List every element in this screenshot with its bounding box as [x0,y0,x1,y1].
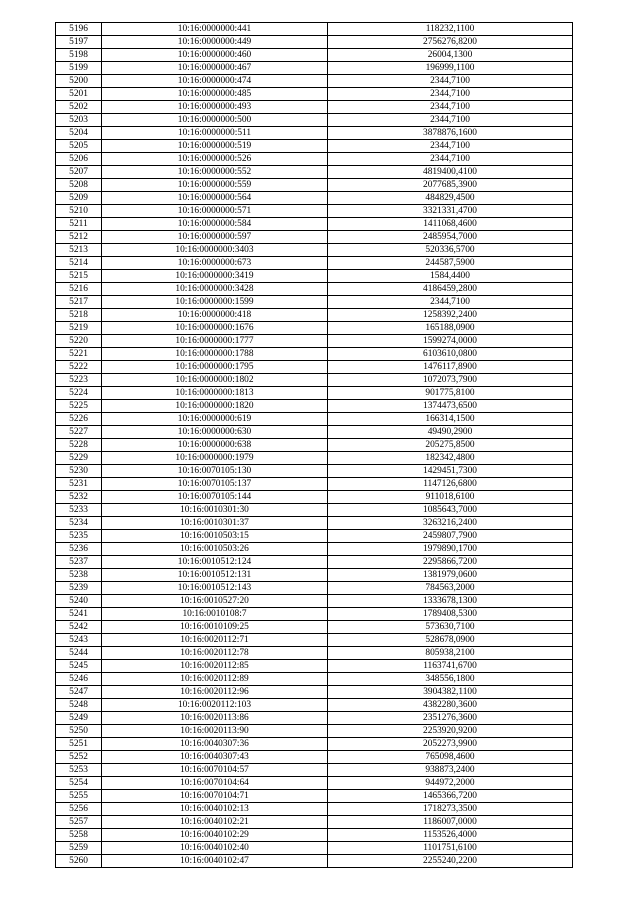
cadastral-number-cell: 10:16:0000000:1788 [102,348,328,361]
row-number-cell: 5258 [56,829,102,842]
table-row [56,179,573,192]
row-number-cell: 5241 [56,608,102,621]
table-row [56,361,573,374]
cadastral-number-cell: 10:16:0010512:124 [102,556,328,569]
row-number-cell: 5236 [56,543,102,556]
table-row [56,608,573,621]
row-number-cell: 5218 [56,309,102,322]
cadastral-number-cell: 10:16:0010109:25 [102,621,328,634]
cadastral-value-cell: 484829,4500 [328,192,573,205]
table-row [56,543,573,556]
row-number-cell: 5252 [56,751,102,764]
cadastral-value-cell: 528678,0900 [328,634,573,647]
cadastral-number-cell: 10:16:0000000:673 [102,257,328,270]
row-number-cell: 5235 [56,530,102,543]
table-row [56,426,573,439]
table-row [56,673,573,686]
table-row [56,140,573,153]
table-row [56,49,573,62]
cadastral-number-cell: 10:16:0020113:90 [102,725,328,738]
cadastral-number-cell: 10:16:0000000:1599 [102,296,328,309]
row-number-cell: 5225 [56,400,102,413]
table-row [56,790,573,803]
cadastral-value-cell: 2253920,9200 [328,725,573,738]
cadastral-number-cell: 10:16:0000000:630 [102,426,328,439]
row-number-cell: 5249 [56,712,102,725]
table-row [56,75,573,88]
cadastral-number-cell: 10:16:0000000:1676 [102,322,328,335]
cadastral-value-cell: 805938,2100 [328,647,573,660]
cadastral-value-cell: 1718273,3500 [328,803,573,816]
cadastral-value-cell: 1072073,7900 [328,374,573,387]
cadastral-number-cell: 10:16:0000000:467 [102,62,328,75]
table-row [56,634,573,647]
row-number-cell: 5260 [56,855,102,868]
cadastral-number-cell: 10:16:0010512:131 [102,569,328,582]
table-row [56,231,573,244]
table-row [56,309,573,322]
row-number-cell: 5233 [56,504,102,517]
cadastral-value-cell: 2255240,2200 [328,855,573,868]
table-row [56,439,573,452]
cadastral-number-cell: 10:16:0010301:30 [102,504,328,517]
cadastral-number-cell: 10:16:0000000:500 [102,114,328,127]
row-number-cell: 5231 [56,478,102,491]
row-number-cell: 5208 [56,179,102,192]
cadastral-value-cell: 2344,7100 [328,101,573,114]
cadastral-value-cell: 2344,7100 [328,140,573,153]
row-number-cell: 5198 [56,49,102,62]
row-number-cell: 5248 [56,699,102,712]
cadastral-value-cell: 3878876,1600 [328,127,573,140]
cadastral-value-cell: 1153526,4000 [328,829,573,842]
cadastral-value-cell: 3904382,1100 [328,686,573,699]
cadastral-number-cell: 10:16:0040102:21 [102,816,328,829]
cadastral-value-cell: 2344,7100 [328,296,573,309]
cadastral-value-cell: 2344,7100 [328,75,573,88]
cadastral-value-cell: 182342,4800 [328,452,573,465]
table-row [56,777,573,790]
cadastral-number-cell: 10:16:0000000:493 [102,101,328,114]
row-number-cell: 5204 [56,127,102,140]
table-row [56,803,573,816]
cadastral-number-cell: 10:16:0020112:85 [102,660,328,673]
cadastral-number-cell: 10:16:0000000:3419 [102,270,328,283]
table-row [56,88,573,101]
cadastral-number-cell: 10:16:0000000:511 [102,127,328,140]
row-number-cell: 5251 [56,738,102,751]
cadastral-number-cell: 10:16:0000000:1802 [102,374,328,387]
cadastral-value-cell: 1599274,0000 [328,335,573,348]
cadastral-value-cell: 205275,8500 [328,439,573,452]
row-number-cell: 5199 [56,62,102,75]
table-row [56,712,573,725]
cadastral-value-cell: 1147126,6800 [328,478,573,491]
cadastral-number-cell: 10:16:0000000:619 [102,413,328,426]
cadastral-value-cell: 1584,4400 [328,270,573,283]
cadastral-value-cell: 4819400,4100 [328,166,573,179]
cadastral-number-cell: 10:16:0020112:78 [102,647,328,660]
row-number-cell: 5221 [56,348,102,361]
table-row [56,322,573,335]
table-row [56,556,573,569]
cadastral-number-cell: 10:16:0010527:20 [102,595,328,608]
row-number-cell: 5207 [56,166,102,179]
row-number-cell: 5228 [56,439,102,452]
cadastral-number-cell: 10:16:0040307:43 [102,751,328,764]
cadastral-number-cell: 10:16:0070104:71 [102,790,328,803]
table-row [56,114,573,127]
cadastral-value-cell: 2052273,9900 [328,738,573,751]
table-row [56,244,573,257]
row-number-cell: 5240 [56,595,102,608]
table-row [56,387,573,400]
row-number-cell: 5216 [56,283,102,296]
cadastral-number-cell: 10:16:0070104:57 [102,764,328,777]
cadastral-number-cell: 10:16:0000000:3403 [102,244,328,257]
cadastral-number-cell: 10:16:0000000:1813 [102,387,328,400]
cadastral-number-cell: 10:16:0040102:13 [102,803,328,816]
row-number-cell: 5244 [56,647,102,660]
table-row [56,569,573,582]
cadastral-value-cell: 348556,1800 [328,673,573,686]
table-row [56,842,573,855]
row-number-cell: 5213 [56,244,102,257]
cadastral-number-cell: 10:16:0000000:559 [102,179,328,192]
cadastral-value-cell: 765098,4600 [328,751,573,764]
cadastral-number-cell: 10:16:0000000:441 [102,23,328,36]
cadastral-value-cell: 520336,5700 [328,244,573,257]
cadastral-number-cell: 10:16:0000000:584 [102,218,328,231]
table-row [56,829,573,842]
cadastral-value-cell: 196999,1100 [328,62,573,75]
cadastral-number-cell: 10:16:0070105:137 [102,478,328,491]
table-row [56,504,573,517]
table-row [56,738,573,751]
cadastral-number-cell: 10:16:0070105:130 [102,465,328,478]
table-row [56,491,573,504]
table-row [56,816,573,829]
table-row [56,101,573,114]
cadastral-value-cell: 2459807,7900 [328,530,573,543]
row-number-cell: 5237 [56,556,102,569]
cadastral-number-cell: 10:16:0040307:36 [102,738,328,751]
row-number-cell: 5211 [56,218,102,231]
table-row [56,400,573,413]
table-row [56,335,573,348]
cadastral-number-cell: 10:16:0000000:552 [102,166,328,179]
cadastral-number-cell: 10:16:0000000:1979 [102,452,328,465]
cadastral-number-cell: 10:16:0000000:1777 [102,335,328,348]
row-number-cell: 5246 [56,673,102,686]
row-number-cell: 5256 [56,803,102,816]
cadastral-value-cell: 573630,7100 [328,621,573,634]
table-row [56,413,573,426]
table-row [56,621,573,634]
table-row [56,686,573,699]
cadastral-number-cell: 10:16:0000000:418 [102,309,328,322]
cadastral-value-cell: 2344,7100 [328,88,573,101]
row-number-cell: 5197 [56,36,102,49]
table-row [56,36,573,49]
cadastral-number-cell: 10:16:0020112:96 [102,686,328,699]
table-row [56,62,573,75]
cadastral-value-cell: 4186459,2800 [328,283,573,296]
row-number-cell: 5214 [56,257,102,270]
cadastral-value-cell: 2351276,3600 [328,712,573,725]
row-number-cell: 5226 [56,413,102,426]
table-row [56,465,573,478]
table-row [56,192,573,205]
row-number-cell: 5255 [56,790,102,803]
table-row [56,348,573,361]
cadastral-number-cell: 10:16:0070104:64 [102,777,328,790]
row-number-cell: 5229 [56,452,102,465]
row-number-cell: 5209 [56,192,102,205]
table-row [56,660,573,673]
row-number-cell: 5242 [56,621,102,634]
cadastral-value-cell: 3263216,2400 [328,517,573,530]
cadastral-number-cell: 10:16:0040102:40 [102,842,328,855]
row-number-cell: 5234 [56,517,102,530]
table-row [56,647,573,660]
row-number-cell: 5201 [56,88,102,101]
cadastral-number-cell: 10:16:0000000:564 [102,192,328,205]
cadastral-number-cell: 10:16:0000000:474 [102,75,328,88]
cadastral-value-cell: 165188,0900 [328,322,573,335]
cadastral-value-cell: 1333678,1300 [328,595,573,608]
cadastral-number-cell: 10:16:0070105:144 [102,491,328,504]
cadastral-value-cell: 938873,2400 [328,764,573,777]
cadastral-number-cell: 10:16:0010512:143 [102,582,328,595]
table-row [56,751,573,764]
cadastral-number-cell: 10:16:0020112:89 [102,673,328,686]
row-number-cell: 5222 [56,361,102,374]
row-number-cell: 5254 [56,777,102,790]
cadastral-value-cell: 6103610,0800 [328,348,573,361]
row-number-cell: 5206 [56,153,102,166]
row-number-cell: 5224 [56,387,102,400]
cadastral-number-cell: 10:16:0040102:29 [102,829,328,842]
table-row [56,478,573,491]
row-number-cell: 5212 [56,231,102,244]
cadastral-number-cell: 10:16:0010108:7 [102,608,328,621]
cadastral-value-cell: 1411068,4600 [328,218,573,231]
table-row [56,166,573,179]
row-number-cell: 5223 [56,374,102,387]
cadastral-number-cell: 10:16:0020113:86 [102,712,328,725]
row-number-cell: 5257 [56,816,102,829]
table-row [56,23,573,36]
table-row [56,725,573,738]
cadastral-value-cell: 1085643,7000 [328,504,573,517]
cadastral-value-cell: 784563,2000 [328,582,573,595]
row-number-cell: 5253 [56,764,102,777]
row-number-cell: 5243 [56,634,102,647]
cadastral-value-cell: 244587,5900 [328,257,573,270]
cadastral-value-cell: 1979890,1700 [328,543,573,556]
row-number-cell: 5230 [56,465,102,478]
row-number-cell: 5259 [56,842,102,855]
row-number-cell: 5239 [56,582,102,595]
cadastral-number-cell: 10:16:0000000:449 [102,36,328,49]
cadastral-value-cell: 1374473,6500 [328,400,573,413]
table-row [56,283,573,296]
cadastral-number-cell: 10:16:0020112:71 [102,634,328,647]
cadastral-value-cell: 4382280,3600 [328,699,573,712]
cadastral-number-cell: 10:16:0000000:3428 [102,283,328,296]
table-row [56,296,573,309]
cadastral-value-cell: 2344,7100 [328,153,573,166]
row-number-cell: 5227 [56,426,102,439]
table-row [56,127,573,140]
cadastral-value-cell: 2077685,3900 [328,179,573,192]
cadastral-value-cell: 944972,2000 [328,777,573,790]
cadastral-value-cell: 2295866,7200 [328,556,573,569]
table-row [56,452,573,465]
cadastral-number-cell: 10:16:0000000:638 [102,439,328,452]
cadastral-value-cell: 166314,1500 [328,413,573,426]
cadastral-value-cell: 1789408,5300 [328,608,573,621]
row-number-cell: 5220 [56,335,102,348]
cadastral-number-cell: 10:16:0010503:15 [102,530,328,543]
row-number-cell: 5210 [56,205,102,218]
table-row [56,699,573,712]
cadastral-number-cell: 10:16:0000000:519 [102,140,328,153]
cadastral-value-cell: 49490,2900 [328,426,573,439]
table-row [56,855,573,868]
cadastral-number-cell: 10:16:0000000:526 [102,153,328,166]
table-row [56,582,573,595]
cadastral-value-cell: 1258392,2400 [328,309,573,322]
cadastral-number-cell: 10:16:0000000:1820 [102,400,328,413]
cadastral-value-cell: 118232,1100 [328,23,573,36]
row-number-cell: 5245 [56,660,102,673]
row-number-cell: 5232 [56,491,102,504]
cadastral-value-cell: 1476117,8900 [328,361,573,374]
cadastral-number-cell: 10:16:0000000:571 [102,205,328,218]
table-row [56,595,573,608]
cadastral-value-cell: 911018,6100 [328,491,573,504]
cadastral-number-cell: 10:16:0040102:47 [102,855,328,868]
row-number-cell: 5203 [56,114,102,127]
cadastral-value-cell: 901775,8100 [328,387,573,400]
cadastral-value-cell: 26004,1300 [328,49,573,62]
row-number-cell: 5250 [56,725,102,738]
table-row [56,205,573,218]
table-row [56,517,573,530]
row-number-cell: 5238 [56,569,102,582]
cadastral-value-cell: 3321331,4700 [328,205,573,218]
cadastral-value-cell: 2344,7100 [328,114,573,127]
cadastral-number-cell: 10:16:0010301:37 [102,517,328,530]
row-number-cell: 5217 [56,296,102,309]
table-row [56,530,573,543]
cadastral-number-cell: 10:16:0000000:485 [102,88,328,101]
table-body [56,23,573,868]
table-row [56,153,573,166]
cadastral-value-cell: 2485954,7000 [328,231,573,244]
row-number-cell: 5247 [56,686,102,699]
cadastral-value-cell: 1163741,6700 [328,660,573,673]
table-row [56,374,573,387]
cadastral-number-cell: 10:16:0000000:597 [102,231,328,244]
table-row [56,764,573,777]
cadastral-value-cell: 1429451,7300 [328,465,573,478]
row-number-cell: 5219 [56,322,102,335]
cadastral-number-cell: 10:16:0000000:460 [102,49,328,62]
cadastral-value-cell: 1381979,0600 [328,569,573,582]
cadastral-number-cell: 10:16:0000000:1795 [102,361,328,374]
table-row [56,270,573,283]
row-number-cell: 5202 [56,101,102,114]
row-number-cell: 5196 [56,23,102,36]
cadastral-value-table [55,22,573,868]
cadastral-value-cell: 1101751,6100 [328,842,573,855]
table-row [56,218,573,231]
cadastral-value-cell: 2756276,8200 [328,36,573,49]
cadastral-value-cell: 1465366,7200 [328,790,573,803]
row-number-cell: 5215 [56,270,102,283]
cadastral-number-cell: 10:16:0020112:103 [102,699,328,712]
row-number-cell: 5205 [56,140,102,153]
cadastral-value-cell: 1186007,0000 [328,816,573,829]
cadastral-number-cell: 10:16:0010503:26 [102,543,328,556]
table-row [56,257,573,270]
row-number-cell: 5200 [56,75,102,88]
